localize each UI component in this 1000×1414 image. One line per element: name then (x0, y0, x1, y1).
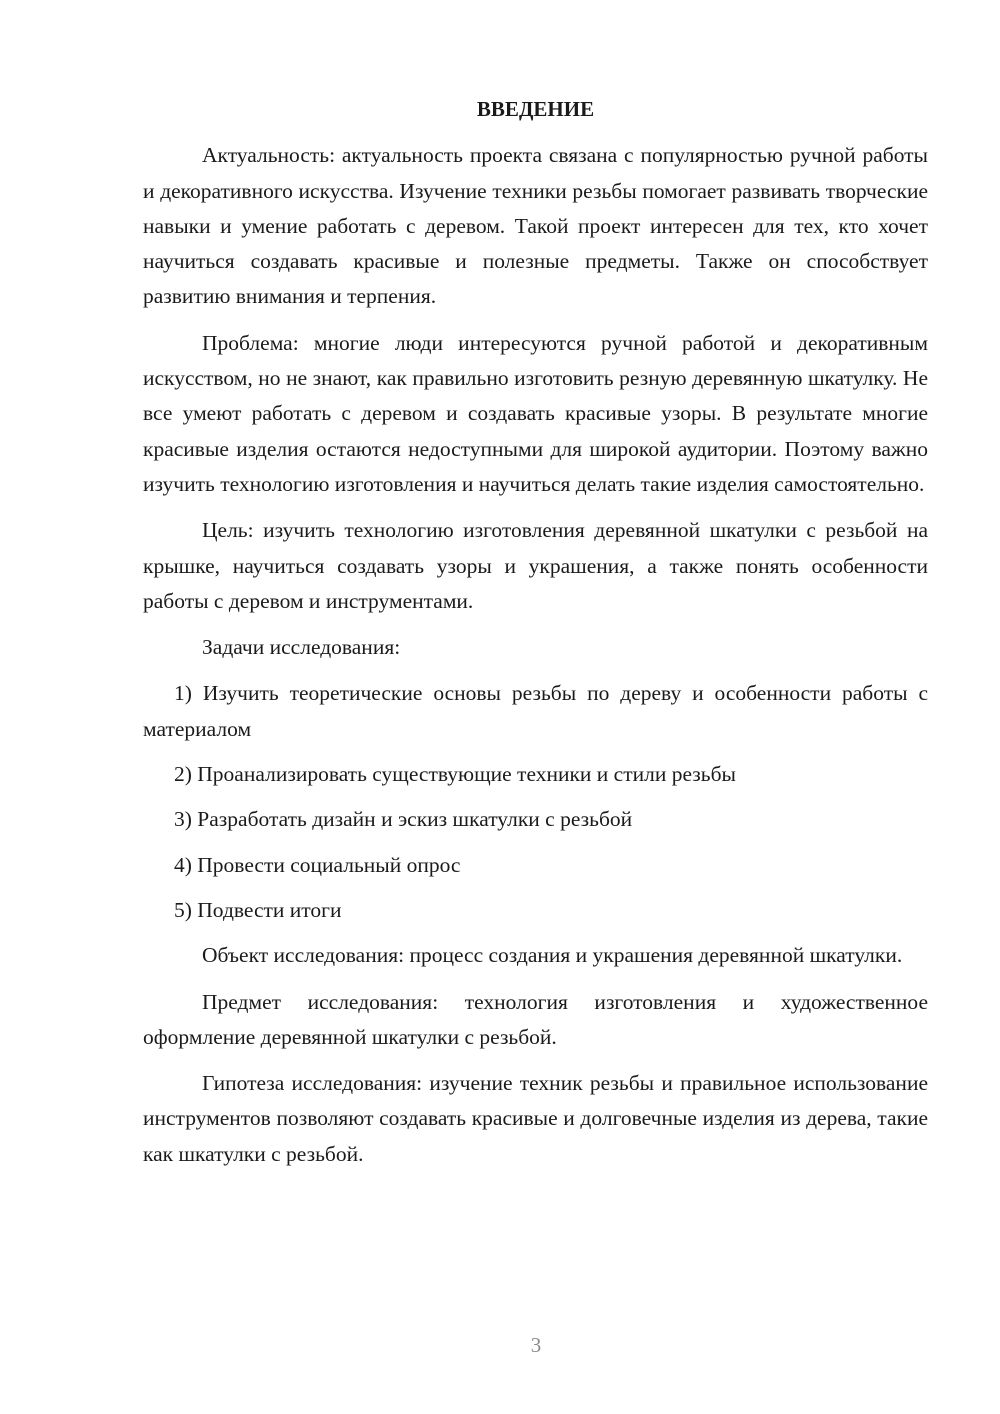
task-item-5: 5) Подвести итоги (174, 897, 342, 922)
paragraph-hypothesis: Гипотеза исследования: изучение техник резьбы и правильное использование инструментов позволяют создавать красивые и долговечные изделия из дерева, такие как шкатулки с резьбой. (143, 1071, 928, 1166)
task-item-1: 1) Изучить теоретические основы резьбы по дереву и особенности работы с материалом (143, 681, 928, 741)
section-title: ВВЕДЕНИЕ (476, 97, 595, 121)
paragraph-relevance: Актуальность: актуальность проекта связана с популярностью ручной работы и декоративного искусства. Изучение техники резьбы помогает развивать творческие навыки и умение работать с деревом. Такой проект интересен для тех, кто хочет научиться создавать красивые и полезные предметы. Также он способствует развитию внимания и терпения. (143, 143, 928, 309)
paragraph-subject: Предмет исследования: технология изготовления и художественное оформление деревянной шкатулки с резьбой. (143, 989, 928, 1049)
page-number: 3 (530, 1333, 542, 1357)
task-item-2: 2) Проанализировать существующие техники и стили резьбы (174, 762, 736, 787)
paragraph-problem: Проблема: многие люди интересуются ручной работой и декоративным искусством, но не знают, как правильно изготовить резную деревянную шкатулку. Не все умеют работать с деревом и создавать красивые узоры. В результате многие красивые изделия остаются недоступными для широкой аудитории. Поэтому важно изучить технологию изготовления и научиться делать такие изделия самостоятельно. (143, 330, 928, 496)
page-content (143, 92, 928, 1183)
paragraph-goal: Цель: изучить технологию изготовления деревянной шкатулки с резьбой на крышке, научиться создавать узоры и украшения, а также понять особенности работы с деревом и инструментами. (143, 518, 928, 613)
tasks-heading: Задачи исследования: (202, 635, 401, 660)
task-item-4: 4) Провести социальный опрос (174, 852, 461, 877)
paragraph-object: Объект исследования: процесс создания и украшения деревянной шкатулки. (202, 943, 903, 968)
task-item-3: 3) Разработать дизайн и эскиз шкатулки с резьбой (174, 807, 633, 832)
